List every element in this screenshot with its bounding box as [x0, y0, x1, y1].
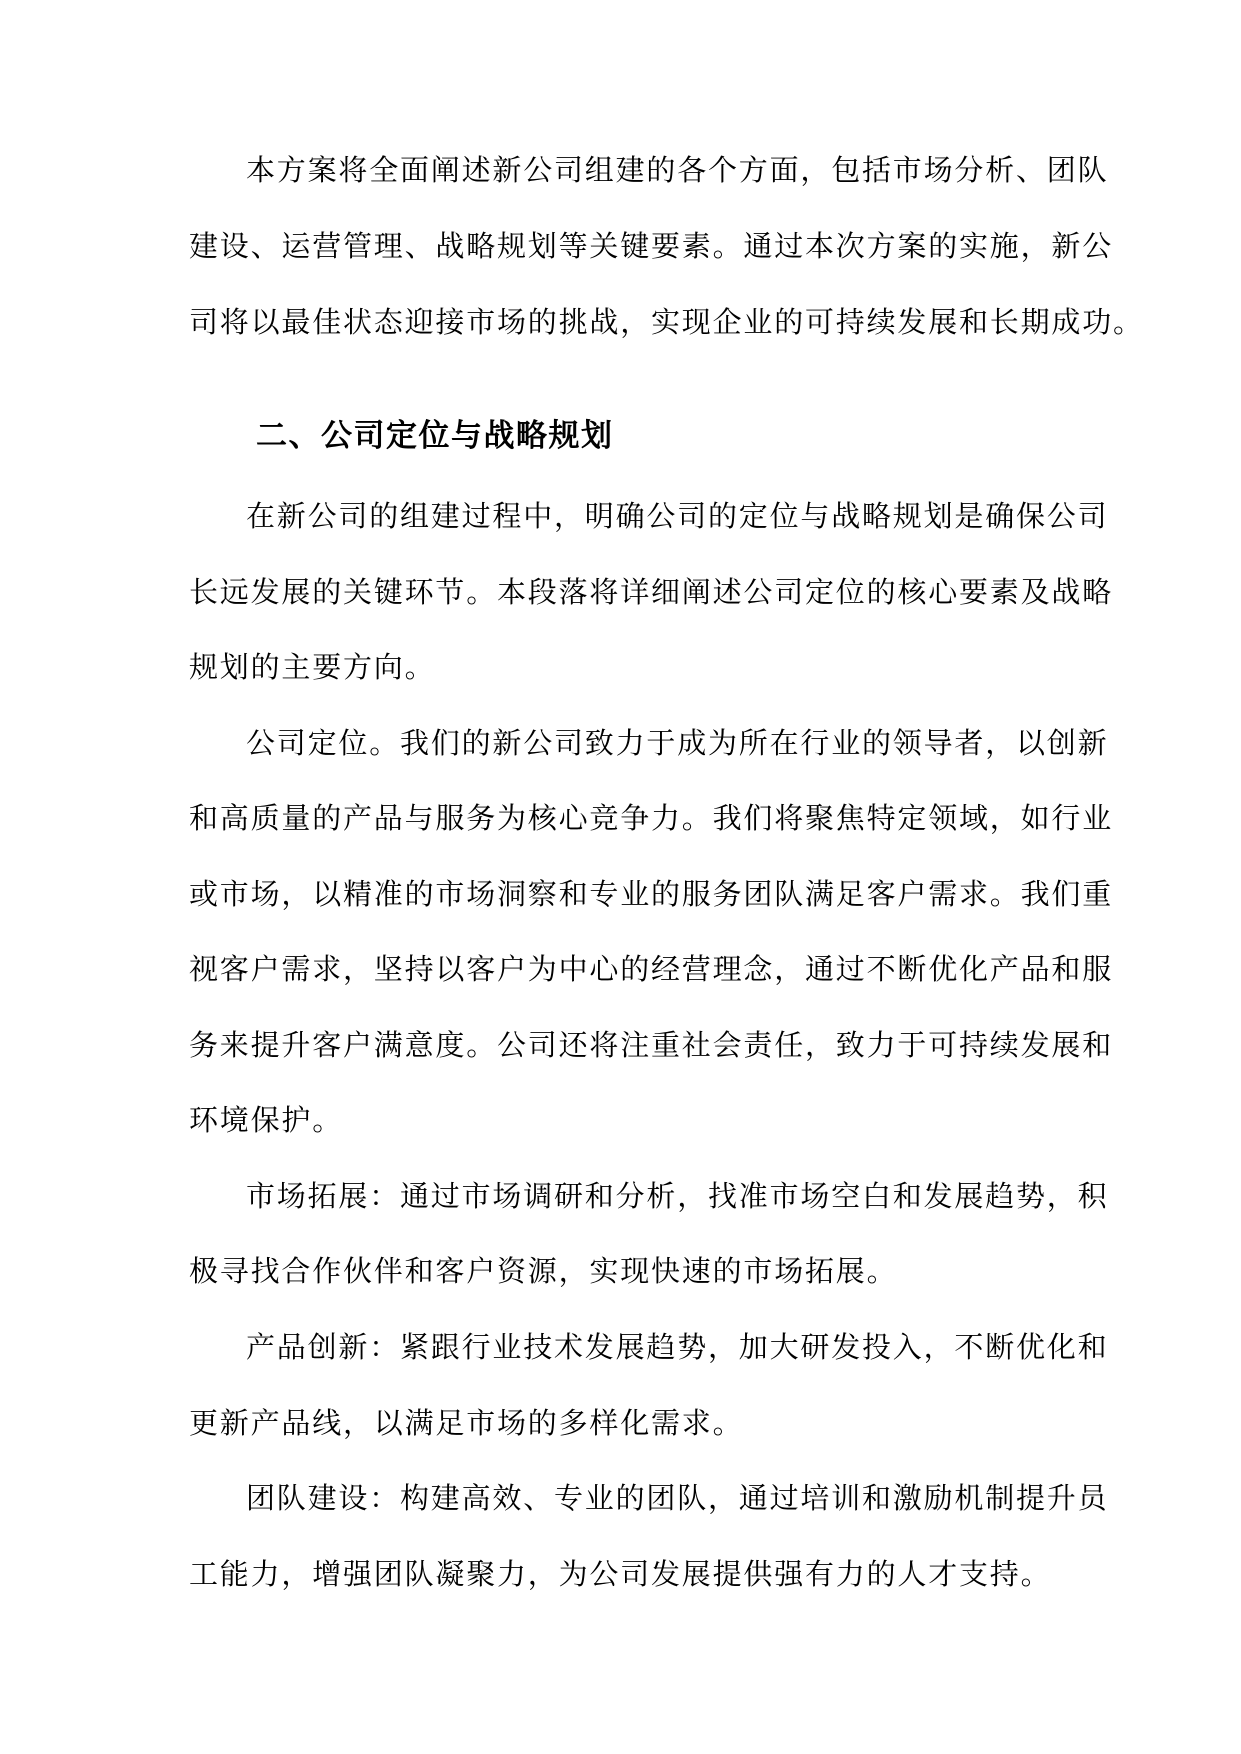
p1-line-3: 规划的主要方向。: [189, 650, 436, 684]
p2-line-4: 视客户需求，坚持以客户为中心的经营理念，通过不断优化产品和服: [189, 952, 1114, 986]
p4-line-1: 产品创新：紧跟行业技术发展趋势，加大研发投入，不断优化和: [246, 1330, 1109, 1364]
p2-line-3: 或市场，以精准的市场洞察和专业的服务团队满足客户需求。我们重: [189, 877, 1114, 911]
section-heading: 二、公司定位与战略规划: [256, 418, 614, 454]
p2-line-6: 环境保护。: [189, 1103, 344, 1137]
p5-line-2: 工能力，增强团队凝聚力，为公司发展提供强有力的人才支持。: [189, 1557, 1052, 1591]
p1-line-2: 长远发展的关键环节。本段落将详细阐述公司定位的核心要素及战略: [189, 575, 1114, 609]
p2-line-5: 务来提升客户满意度。公司还将注重社会责任，致力于可持续发展和: [189, 1028, 1114, 1062]
intro-line-1: 本方案将全面阐述新公司组建的各个方面，包括市场分析、团队: [246, 153, 1109, 187]
intro-line-3: 司将以最佳状态迎接市场的挑战，实现企业的可持续发展和长期成功。: [189, 305, 1144, 339]
p4-line-2: 更新产品线，以满足市场的多样化需求。: [189, 1406, 744, 1440]
p5-line-1: 团队建设：构建高效、专业的团队，通过培训和激励机制提升员: [246, 1481, 1109, 1515]
p1-line-1: 在新公司的组建过程中，明确公司的定位与战略规划是确保公司: [246, 499, 1109, 533]
p3-line-2: 极寻找合作伙伴和客户资源，实现快速的市场拓展。: [189, 1254, 898, 1288]
p2-line-1: 公司定位。我们的新公司致力于成为所在行业的领导者，以创新: [246, 726, 1109, 760]
p2-line-2: 和高质量的产品与服务为核心竞争力。我们将聚焦特定领域，如行业: [189, 801, 1114, 835]
intro-line-2: 建设、运营管理、战略规划等关键要素。通过本次方案的实施，新公: [189, 229, 1114, 263]
p3-line-1: 市场拓展：通过市场调研和分析，找准市场空白和发展趋势，积: [246, 1179, 1109, 1213]
